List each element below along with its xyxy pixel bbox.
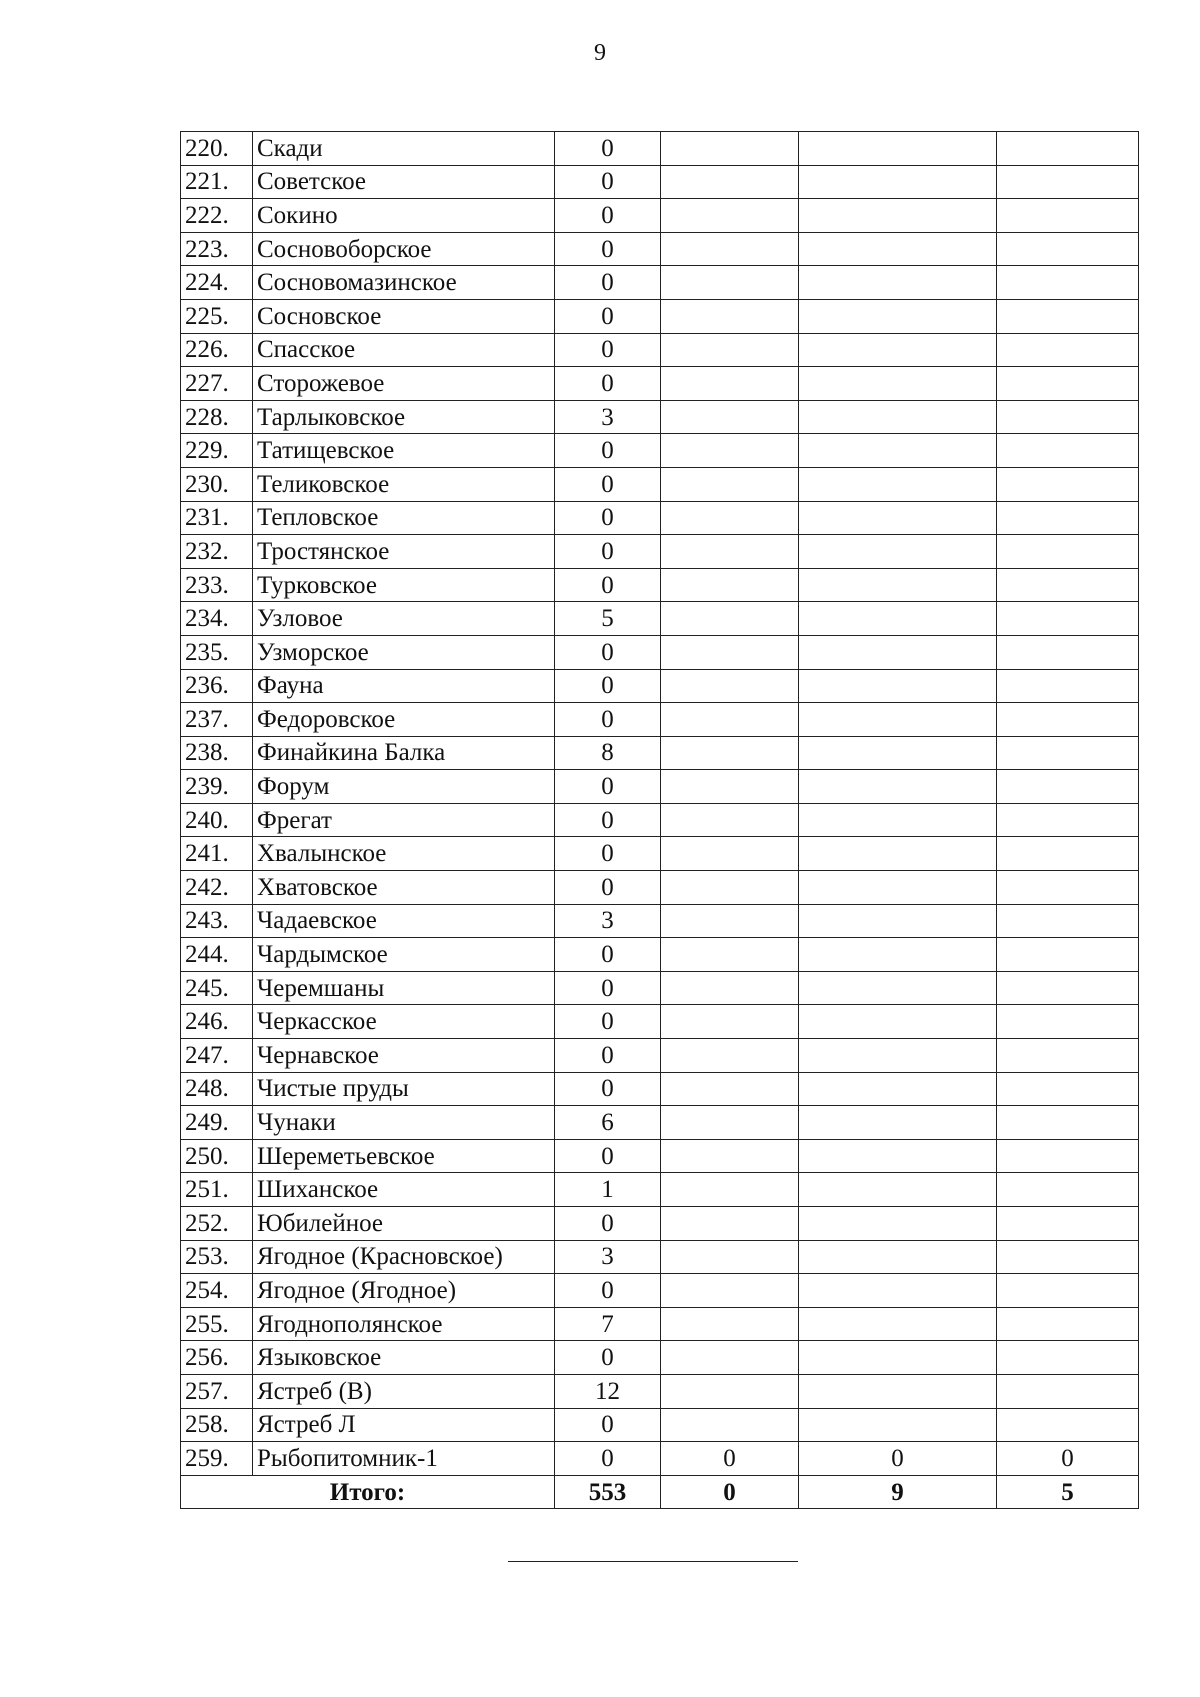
row-name: Тростянское: [253, 535, 555, 569]
row-value-1: 0: [555, 938, 661, 972]
row-name: Ястреб Л: [253, 1408, 555, 1442]
table-row: [181, 1307, 1139, 1341]
row-value-3: [799, 1274, 997, 1308]
row-value-3: [799, 367, 997, 401]
table-row: [181, 1005, 1139, 1039]
table-row: [181, 400, 1139, 434]
row-value-2: [661, 1307, 799, 1341]
row-value-4: [997, 1307, 1139, 1341]
row-value-1: 0: [555, 770, 661, 804]
row-number: 255.: [181, 1307, 253, 1341]
table-row: [181, 1139, 1139, 1173]
row-value-2: [661, 299, 799, 333]
row-value-2: [661, 669, 799, 703]
table-row: [181, 1106, 1139, 1140]
row-value-3: [799, 703, 997, 737]
row-value-2: [661, 367, 799, 401]
row-number: 243.: [181, 904, 253, 938]
row-name: Сосновоборское: [253, 232, 555, 266]
row-value-3: [799, 1341, 997, 1375]
row-value-1: 3: [555, 904, 661, 938]
row-value-1: 0: [555, 299, 661, 333]
row-value-4: [997, 165, 1139, 199]
row-value-1: 0: [555, 501, 661, 535]
total-value-2: 0: [661, 1475, 799, 1509]
table-row: [181, 1207, 1139, 1241]
row-value-2: [661, 1341, 799, 1375]
row-value-2: [661, 1207, 799, 1241]
row-value-3: [799, 535, 997, 569]
row-value-1: 0: [555, 1139, 661, 1173]
row-name: Черкасское: [253, 1005, 555, 1039]
row-name: Чунаки: [253, 1106, 555, 1140]
row-number: 224.: [181, 266, 253, 300]
row-value-2: [661, 232, 799, 266]
row-value-4: [997, 535, 1139, 569]
row-value-3: [799, 971, 997, 1005]
row-value-2: [661, 736, 799, 770]
row-value-1: 0: [555, 635, 661, 669]
row-number: 225.: [181, 299, 253, 333]
row-value-3: [799, 1106, 997, 1140]
row-value-2: [661, 635, 799, 669]
row-value-4: [997, 736, 1139, 770]
row-value-4: [997, 333, 1139, 367]
row-value-4: [997, 1039, 1139, 1073]
row-value-1: 0: [555, 837, 661, 871]
row-value-1: 1: [555, 1173, 661, 1207]
row-name: Сторожевое: [253, 367, 555, 401]
row-value-2: [661, 1106, 799, 1140]
row-number: 240.: [181, 803, 253, 837]
row-value-1: 3: [555, 400, 661, 434]
row-name: Юбилейное: [253, 1207, 555, 1241]
total-row: [181, 1475, 1139, 1509]
row-value-4: [997, 1139, 1139, 1173]
table-row: [181, 1173, 1139, 1207]
table-row: [181, 467, 1139, 501]
row-value-2: [661, 1408, 799, 1442]
table-row: [181, 669, 1139, 703]
row-value-1: 0: [555, 1072, 661, 1106]
row-value-2: [661, 871, 799, 905]
table-row: [181, 132, 1139, 166]
row-number: 259.: [181, 1442, 253, 1476]
row-name: Ягодное (Ягодное): [253, 1274, 555, 1308]
row-value-2: [661, 1005, 799, 1039]
row-value-4: [997, 669, 1139, 703]
row-value-1: 3: [555, 1240, 661, 1274]
row-value-3: [799, 1139, 997, 1173]
row-value-2: [661, 400, 799, 434]
row-value-3: [799, 1374, 997, 1408]
row-value-2: [661, 1072, 799, 1106]
row-value-4: [997, 232, 1139, 266]
row-value-1: 0: [555, 1207, 661, 1241]
row-value-1: 0: [555, 703, 661, 737]
table-row: [181, 501, 1139, 535]
row-value-3: [799, 434, 997, 468]
table-row: [181, 1039, 1139, 1073]
table-row: [181, 770, 1139, 804]
row-value-4: [997, 132, 1139, 166]
row-value-4: [997, 971, 1139, 1005]
row-number: 235.: [181, 635, 253, 669]
row-number: 236.: [181, 669, 253, 703]
row-value-1: 0: [555, 1442, 661, 1476]
row-value-4: [997, 938, 1139, 972]
table-row: [181, 703, 1139, 737]
row-name: Фрегат: [253, 803, 555, 837]
row-value-4: [997, 199, 1139, 233]
row-value-3: [799, 1005, 997, 1039]
row-value-2: [661, 1039, 799, 1073]
row-value-4: [997, 1207, 1139, 1241]
row-value-4: [997, 1274, 1139, 1308]
row-value-3: [799, 467, 997, 501]
row-value-1: 0: [555, 232, 661, 266]
row-value-3: [799, 333, 997, 367]
row-value-1: 8: [555, 736, 661, 770]
table-row: [181, 299, 1139, 333]
row-name: Чернавское: [253, 1039, 555, 1073]
row-value-4: [997, 1341, 1139, 1375]
table-row: [181, 803, 1139, 837]
row-value-1: 5: [555, 602, 661, 636]
row-number: 221.: [181, 165, 253, 199]
table-row: [181, 1442, 1139, 1476]
row-value-3: [799, 635, 997, 669]
row-name: Ягодное (Красновское): [253, 1240, 555, 1274]
row-value-3: [799, 165, 997, 199]
table-row: [181, 535, 1139, 569]
row-value-3: [799, 199, 997, 233]
row-name: Узловое: [253, 602, 555, 636]
table-row: [181, 434, 1139, 468]
row-value-3: [799, 1072, 997, 1106]
row-value-2: [661, 333, 799, 367]
row-value-2: [661, 535, 799, 569]
row-value-4: [997, 1408, 1139, 1442]
row-value-1: 0: [555, 467, 661, 501]
row-value-2: [661, 1139, 799, 1173]
table-row: [181, 333, 1139, 367]
row-name: Сосновомазинское: [253, 266, 555, 300]
row-value-4: [997, 703, 1139, 737]
row-name: Фауна: [253, 669, 555, 703]
row-number: 222.: [181, 199, 253, 233]
row-number: 251.: [181, 1173, 253, 1207]
row-value-3: [799, 400, 997, 434]
row-value-3: [799, 803, 997, 837]
row-value-4: [997, 299, 1139, 333]
row-number: 254.: [181, 1274, 253, 1308]
row-value-3: [799, 1240, 997, 1274]
row-number: 248.: [181, 1072, 253, 1106]
data-table: [180, 131, 1139, 1509]
row-value-3: [799, 501, 997, 535]
row-name: Хвалынское: [253, 837, 555, 871]
row-name: Турковское: [253, 568, 555, 602]
row-name: Узморское: [253, 635, 555, 669]
row-name: Ястреб (В): [253, 1374, 555, 1408]
row-number: 226.: [181, 333, 253, 367]
row-value-3: [799, 1039, 997, 1073]
row-name: Черемшаны: [253, 971, 555, 1005]
row-value-4: [997, 467, 1139, 501]
table-row: [181, 266, 1139, 300]
row-name: Шиханское: [253, 1173, 555, 1207]
bottom-rule: [508, 1561, 798, 1562]
table-row: [181, 871, 1139, 905]
row-value-3: [799, 1173, 997, 1207]
table-row: [181, 1341, 1139, 1375]
row-value-4: 0: [997, 1442, 1139, 1476]
table-row: [181, 736, 1139, 770]
row-value-3: [799, 669, 997, 703]
row-name: Скади: [253, 132, 555, 166]
row-name: Федоровское: [253, 703, 555, 737]
table-row: [181, 635, 1139, 669]
row-name: Финайкина Балка: [253, 736, 555, 770]
row-number: 231.: [181, 501, 253, 535]
row-number: 241.: [181, 837, 253, 871]
row-value-3: [799, 1207, 997, 1241]
row-value-3: [799, 232, 997, 266]
row-value-4: [997, 837, 1139, 871]
row-number: 232.: [181, 535, 253, 569]
row-name: Рыбопитомник-1: [253, 1442, 555, 1476]
row-value-4: [997, 635, 1139, 669]
row-value-1: 0: [555, 434, 661, 468]
row-name: Чадаевское: [253, 904, 555, 938]
table-row: [181, 1072, 1139, 1106]
row-number: 245.: [181, 971, 253, 1005]
row-number: 233.: [181, 568, 253, 602]
row-number: 238.: [181, 736, 253, 770]
row-number: 234.: [181, 602, 253, 636]
row-value-1: 0: [555, 1039, 661, 1073]
row-value-4: [997, 770, 1139, 804]
row-name: Шереметьевское: [253, 1139, 555, 1173]
table-row: [181, 1274, 1139, 1308]
table-row: [181, 837, 1139, 871]
row-value-1: 0: [555, 535, 661, 569]
row-value-3: [799, 602, 997, 636]
table-body: [181, 132, 1139, 1509]
row-value-4: [997, 1240, 1139, 1274]
row-value-4: [997, 1374, 1139, 1408]
row-value-3: [799, 132, 997, 166]
row-value-4: [997, 803, 1139, 837]
table-row: [181, 199, 1139, 233]
row-number: 230.: [181, 467, 253, 501]
row-value-2: [661, 803, 799, 837]
row-number: 252.: [181, 1207, 253, 1241]
row-name: Тарлыковское: [253, 400, 555, 434]
row-value-3: [799, 299, 997, 333]
row-value-3: [799, 770, 997, 804]
table-row: [181, 904, 1139, 938]
row-number: 247.: [181, 1039, 253, 1073]
row-value-2: [661, 266, 799, 300]
row-value-4: [997, 400, 1139, 434]
row-value-1: 0: [555, 669, 661, 703]
row-value-3: [799, 736, 997, 770]
row-value-1: 0: [555, 165, 661, 199]
row-number: 258.: [181, 1408, 253, 1442]
row-number: 256.: [181, 1341, 253, 1375]
row-value-4: [997, 871, 1139, 905]
row-value-2: [661, 132, 799, 166]
total-label: Итого:: [181, 1475, 555, 1509]
row-number: 229.: [181, 434, 253, 468]
row-value-1: 0: [555, 1408, 661, 1442]
row-value-3: 0: [799, 1442, 997, 1476]
row-value-4: [997, 602, 1139, 636]
table-row: [181, 568, 1139, 602]
row-value-3: [799, 266, 997, 300]
row-value-2: [661, 971, 799, 1005]
row-name: Форум: [253, 770, 555, 804]
table-row: [181, 367, 1139, 401]
row-value-1: 0: [555, 1341, 661, 1375]
table-row: [181, 938, 1139, 972]
row-number: 249.: [181, 1106, 253, 1140]
row-value-4: [997, 1005, 1139, 1039]
row-number: 253.: [181, 1240, 253, 1274]
row-number: 239.: [181, 770, 253, 804]
row-name: Тепловское: [253, 501, 555, 535]
row-number: 244.: [181, 938, 253, 972]
table-row: [181, 602, 1139, 636]
row-number: 227.: [181, 367, 253, 401]
row-name: Сокино: [253, 199, 555, 233]
row-value-2: [661, 602, 799, 636]
row-value-1: 0: [555, 1005, 661, 1039]
row-value-3: [799, 1408, 997, 1442]
row-value-1: 12: [555, 1374, 661, 1408]
row-value-2: [661, 1274, 799, 1308]
row-value-2: [661, 568, 799, 602]
row-value-2: [661, 434, 799, 468]
row-value-1: 0: [555, 803, 661, 837]
row-value-2: [661, 467, 799, 501]
row-value-4: [997, 367, 1139, 401]
row-name: Чардымское: [253, 938, 555, 972]
row-value-4: [997, 501, 1139, 535]
table-row: [181, 232, 1139, 266]
row-number: 220.: [181, 132, 253, 166]
row-value-1: 7: [555, 1307, 661, 1341]
row-value-4: [997, 1106, 1139, 1140]
row-value-2: [661, 837, 799, 871]
row-name: Сосновское: [253, 299, 555, 333]
row-number: 228.: [181, 400, 253, 434]
row-name: Спасское: [253, 333, 555, 367]
row-value-1: 6: [555, 1106, 661, 1140]
total-value-4: 5: [997, 1475, 1139, 1509]
row-number: 257.: [181, 1374, 253, 1408]
row-value-3: [799, 837, 997, 871]
row-value-4: [997, 1173, 1139, 1207]
row-value-1: 0: [555, 367, 661, 401]
row-value-2: [661, 1173, 799, 1207]
row-value-2: [661, 938, 799, 972]
row-value-3: [799, 938, 997, 972]
row-value-3: [799, 871, 997, 905]
row-value-4: [997, 434, 1139, 468]
row-value-2: [661, 703, 799, 737]
row-number: 250.: [181, 1139, 253, 1173]
row-value-2: [661, 770, 799, 804]
row-number: 223.: [181, 232, 253, 266]
row-value-3: [799, 904, 997, 938]
row-value-2: [661, 904, 799, 938]
row-number: 237.: [181, 703, 253, 737]
row-value-1: 0: [555, 1274, 661, 1308]
row-number: 246.: [181, 1005, 253, 1039]
table-row: [181, 1240, 1139, 1274]
row-value-1: 0: [555, 333, 661, 367]
total-value-3: 9: [799, 1475, 997, 1509]
row-name: Татищевское: [253, 434, 555, 468]
row-name: Советское: [253, 165, 555, 199]
row-value-1: 0: [555, 132, 661, 166]
table-row: [181, 1408, 1139, 1442]
row-value-2: 0: [661, 1442, 799, 1476]
row-value-1: 0: [555, 199, 661, 233]
row-name: Ягоднополянское: [253, 1307, 555, 1341]
row-value-2: [661, 199, 799, 233]
row-name: Языковское: [253, 1341, 555, 1375]
row-value-4: [997, 1072, 1139, 1106]
row-value-2: [661, 1240, 799, 1274]
row-value-1: 0: [555, 266, 661, 300]
table-row: [181, 971, 1139, 1005]
table-row: [181, 1374, 1139, 1408]
row-value-3: [799, 1307, 997, 1341]
row-value-1: 0: [555, 568, 661, 602]
row-value-4: [997, 266, 1139, 300]
row-number: 242.: [181, 871, 253, 905]
row-value-4: [997, 568, 1139, 602]
row-value-2: [661, 501, 799, 535]
row-value-3: [799, 568, 997, 602]
row-value-2: [661, 165, 799, 199]
table-row: [181, 165, 1139, 199]
total-value-1: 553: [555, 1475, 661, 1509]
row-name: Теликовское: [253, 467, 555, 501]
row-value-4: [997, 904, 1139, 938]
row-name: Хватовское: [253, 871, 555, 905]
page-number: 9: [594, 40, 606, 66]
row-value-1: 0: [555, 871, 661, 905]
row-name: Чистые пруды: [253, 1072, 555, 1106]
row-value-2: [661, 1374, 799, 1408]
row-value-1: 0: [555, 971, 661, 1005]
